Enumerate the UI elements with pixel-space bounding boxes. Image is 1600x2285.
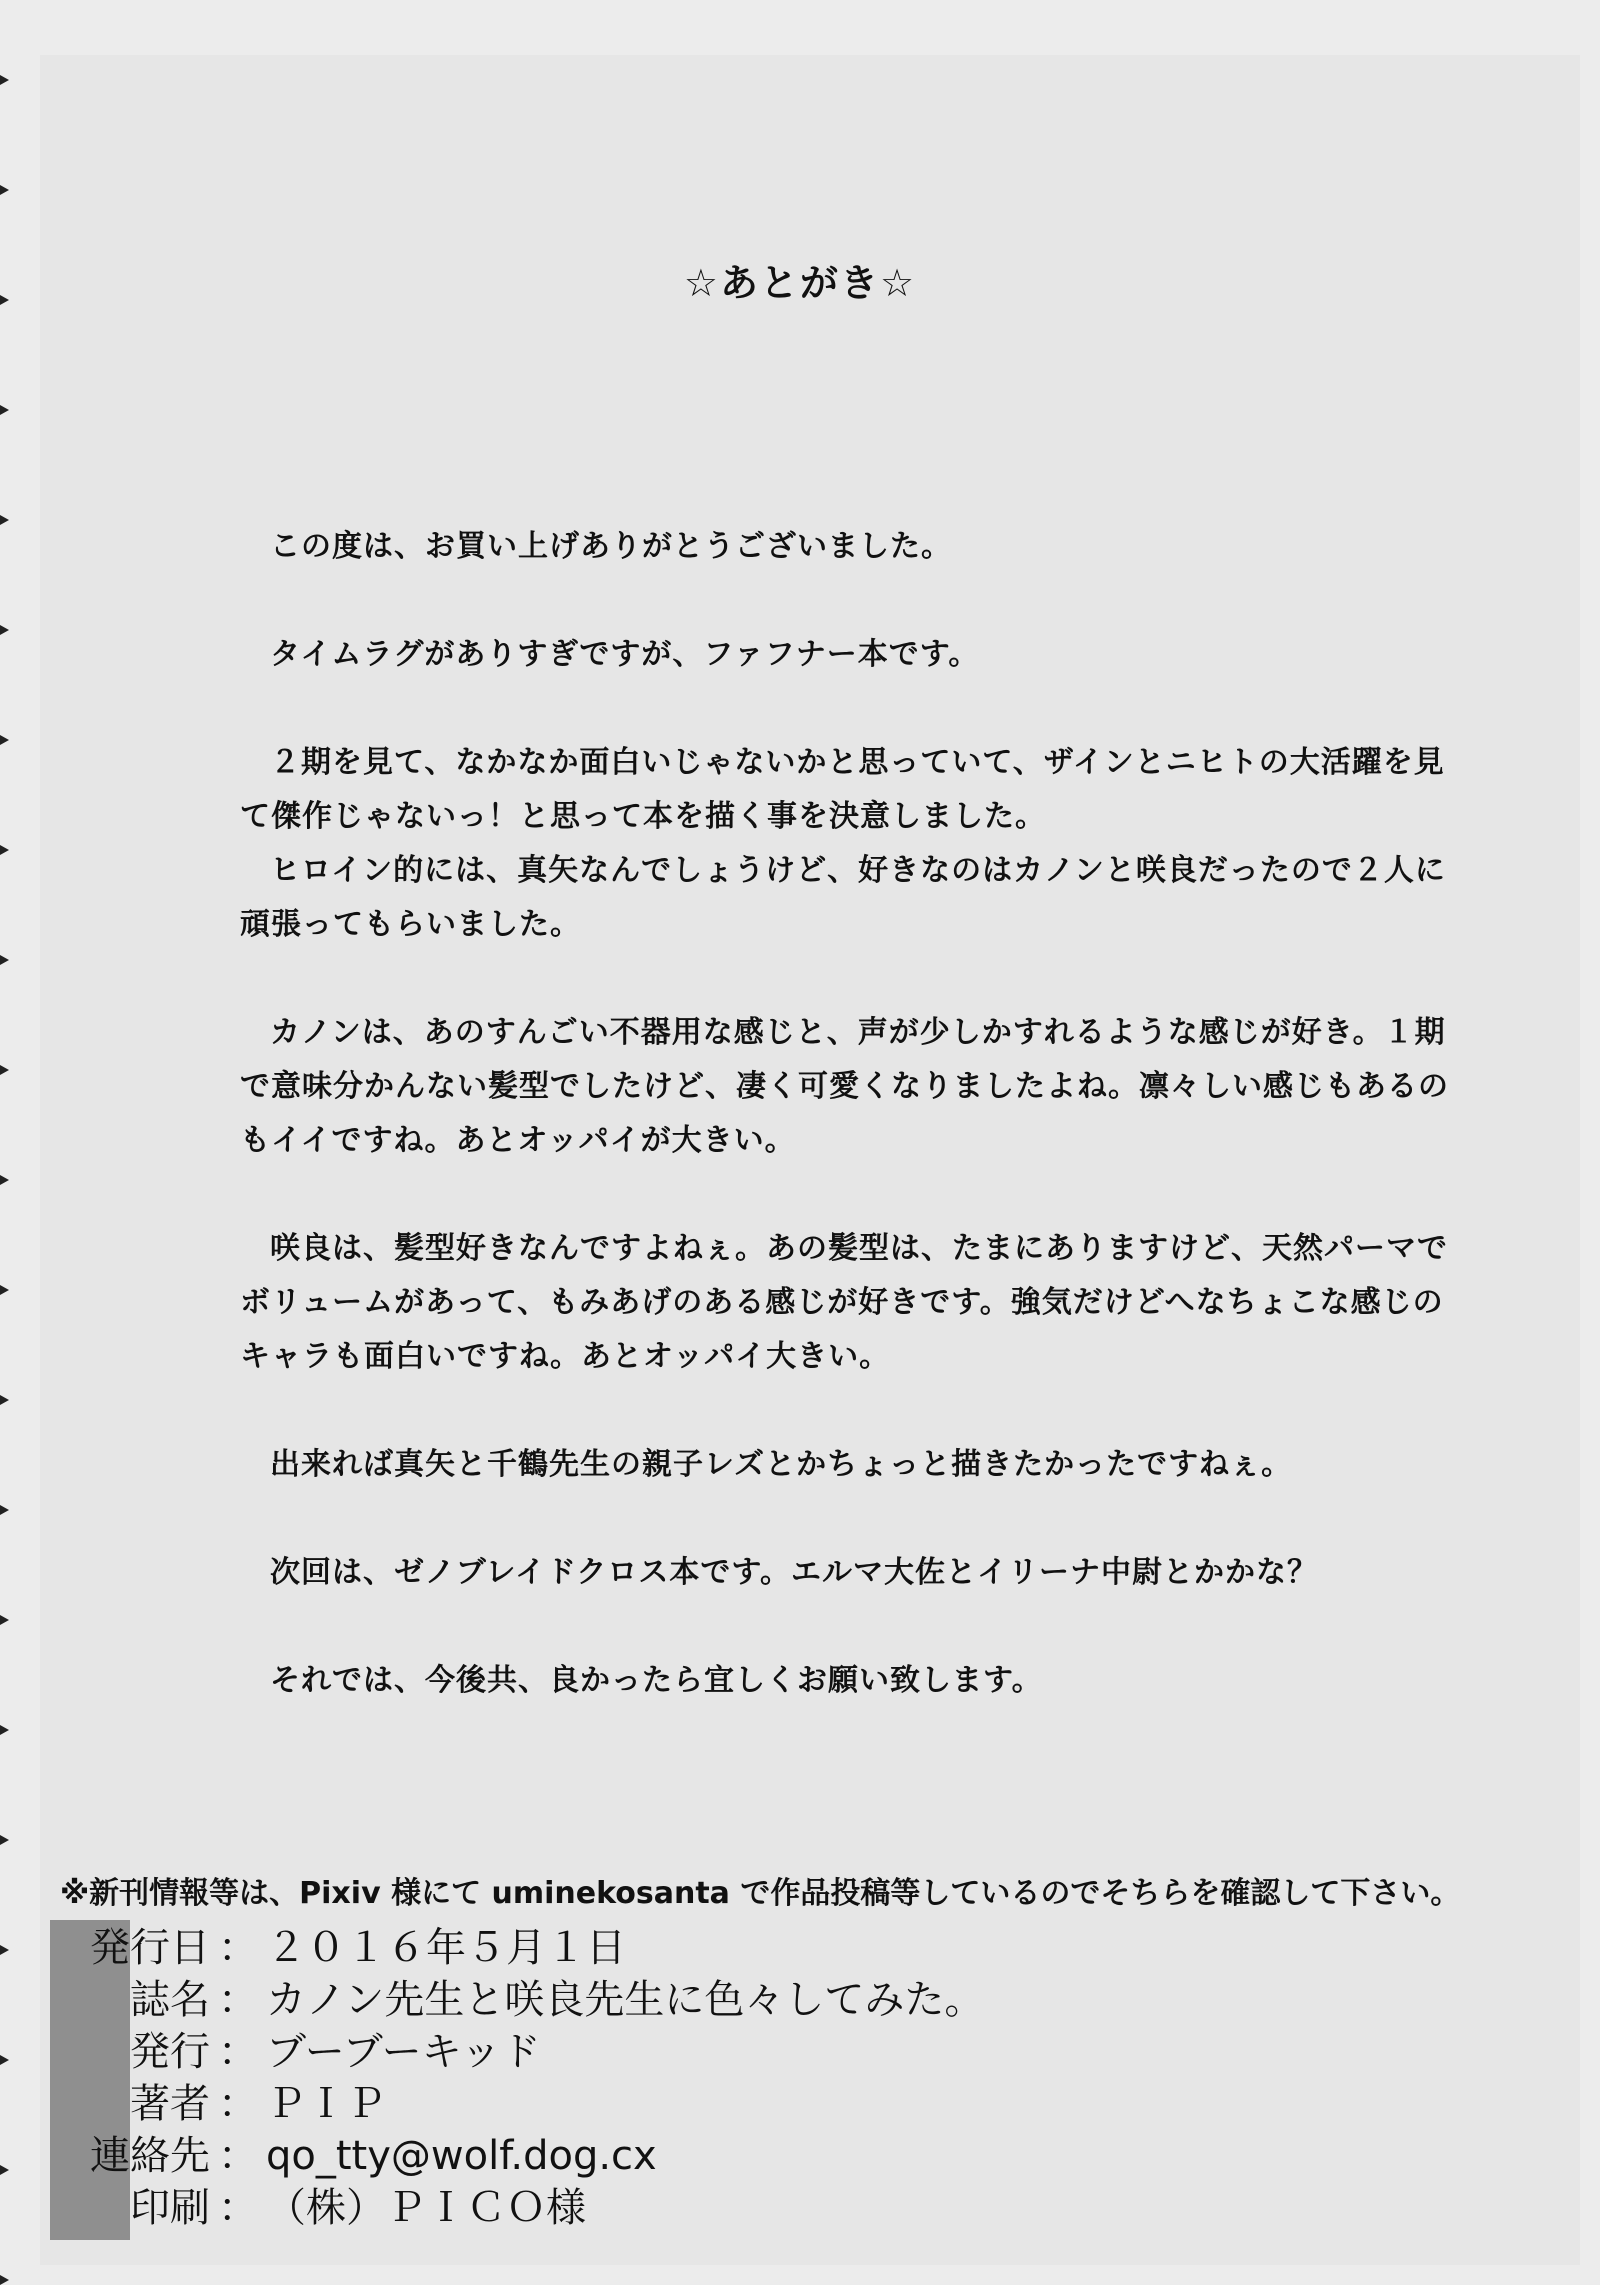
paragraph bbox=[240, 1654, 1470, 1708]
colophon-separator: ： bbox=[218, 2133, 258, 2179]
paragraph-line: 咲良は、髪型好きなんですよねぇ。あの髪型は、たまにありますけど、天然パーマで bbox=[270, 1231, 1448, 1266]
colophon-value: ２０１６年５月１日 bbox=[266, 1925, 626, 1971]
binding-hole bbox=[0, 185, 9, 195]
colophon-separator: ： bbox=[218, 1977, 258, 2023]
paragraph-line: ヒロイン的には、真矢なんでしょうけど、好きなのはカノンと咲良だったので２人に bbox=[270, 853, 1446, 888]
paragraph bbox=[240, 520, 1470, 574]
paragraph bbox=[240, 1006, 1470, 1168]
paragraph-line: もイイですね。あとオッパイが大きい。 bbox=[240, 1123, 796, 1158]
paragraph-line: て傑作じゃないっ！と思って本を描く事を決意しました。 bbox=[240, 799, 1046, 834]
binding-hole bbox=[0, 515, 9, 525]
paragraph-line: 次回は、ゼノブレイドクロス本です。エルマ大佐とイリーナ中尉とかかな？ bbox=[270, 1555, 1318, 1590]
afterword-body bbox=[240, 520, 1470, 1762]
paragraph bbox=[240, 1438, 1470, 1492]
binding-hole bbox=[0, 1835, 9, 1845]
binding-hole bbox=[0, 1175, 9, 1185]
paragraph bbox=[240, 1546, 1470, 1600]
paragraph-line: 出来れば真矢と千鶴先生の親子レズとかちょっと描きたかったですねぇ。 bbox=[270, 1447, 1293, 1482]
paragraph-line: キャラも面白いですね。あとオッパイ大きい。 bbox=[240, 1339, 891, 1374]
colophon-row bbox=[60, 2078, 984, 2130]
paragraph-line: タイムラグがありすぎですが、ファフナー本です。 bbox=[270, 637, 980, 672]
binding-hole bbox=[0, 735, 9, 745]
binding-hole bbox=[0, 1285, 9, 1295]
paragraph-line: ボリュームがあって、もみあげのある感じが好きです。強気だけどへなちょこな感じの bbox=[240, 1285, 1444, 1320]
binding-hole bbox=[0, 955, 9, 965]
binding-hole bbox=[0, 1725, 9, 1735]
binding-hole bbox=[0, 845, 9, 855]
paragraph-line: ２期を見て、なかなか面白いじゃないかと思っていて、ザインとニヒトの大活躍を見 bbox=[270, 745, 1445, 780]
colophon-separator: ： bbox=[218, 2185, 258, 2231]
colophon-label: 発行 bbox=[130, 2029, 210, 2075]
colophon-label: 著者 bbox=[130, 2081, 210, 2127]
colophon bbox=[60, 1922, 984, 2234]
paragraph bbox=[240, 844, 1470, 952]
binding-hole bbox=[0, 1505, 9, 1515]
binding-hole bbox=[0, 1065, 9, 1075]
paragraph bbox=[240, 736, 1470, 844]
colophon-label: 印刷 bbox=[130, 2185, 210, 2231]
colophon-row bbox=[60, 2182, 984, 2234]
paragraph-line: それでは、今後共、良かったら宜しくお願い致します。 bbox=[270, 1663, 1043, 1698]
colophon-separator: ： bbox=[218, 1925, 258, 1971]
paragraph bbox=[240, 1222, 1470, 1384]
binding-hole bbox=[0, 2275, 9, 2285]
binding-hole bbox=[0, 2055, 9, 2065]
colophon-value: ＰＩＰ bbox=[266, 2081, 386, 2127]
colophon-separator: ： bbox=[218, 2029, 258, 2075]
colophon-value: qo_tty@wolf.dog.cx bbox=[266, 2133, 657, 2179]
colophon-value: カノン先生と咲良先生に色々してみた。 bbox=[266, 1977, 985, 2023]
binding-hole bbox=[0, 2165, 9, 2175]
colophon-value: （株）ＰＩＣＯ様 bbox=[266, 2185, 586, 2231]
paragraph-line: で意味分かんない髪型でしたけど、凄く可愛くなりましたよね。凛々しい感じもあるの bbox=[240, 1069, 1449, 1104]
paragraph-line: カノンは、あのすんごい不器用な感じと、声が少しかすれるような感じが好き。１期 bbox=[270, 1015, 1446, 1050]
binding-hole bbox=[0, 1945, 9, 1955]
colophon-label: 連絡先 bbox=[90, 2133, 210, 2179]
binding-hole bbox=[0, 405, 9, 415]
paragraph-line: 頑張ってもらいました。 bbox=[240, 907, 581, 942]
release-notice: ※新刊情報等は、Pixiv 様にて uminekosanta で作品投稿等しているのでそちらを確認して下さい。 bbox=[60, 1876, 1461, 1911]
binding-hole bbox=[0, 1615, 9, 1625]
binding-hole bbox=[0, 75, 9, 85]
colophon-label: 発行日 bbox=[90, 1925, 210, 1971]
binding-holes bbox=[0, 0, 14, 2285]
page-title: ☆あとがき☆ bbox=[683, 261, 917, 305]
colophon-value: ブーブーキッド bbox=[266, 2029, 541, 2075]
binding-hole bbox=[0, 625, 9, 635]
colophon-row bbox=[60, 2026, 984, 2078]
paragraph bbox=[240, 628, 1470, 682]
colophon-label: 誌名 bbox=[130, 1977, 210, 2023]
paragraph-line: この度は、お買い上げありがとうございました。 bbox=[270, 529, 952, 564]
binding-hole bbox=[0, 1395, 9, 1405]
colophon-row bbox=[60, 2130, 984, 2182]
colophon-separator: ： bbox=[218, 2081, 258, 2127]
colophon-row bbox=[60, 1922, 984, 1974]
colophon-row bbox=[60, 1974, 984, 2026]
